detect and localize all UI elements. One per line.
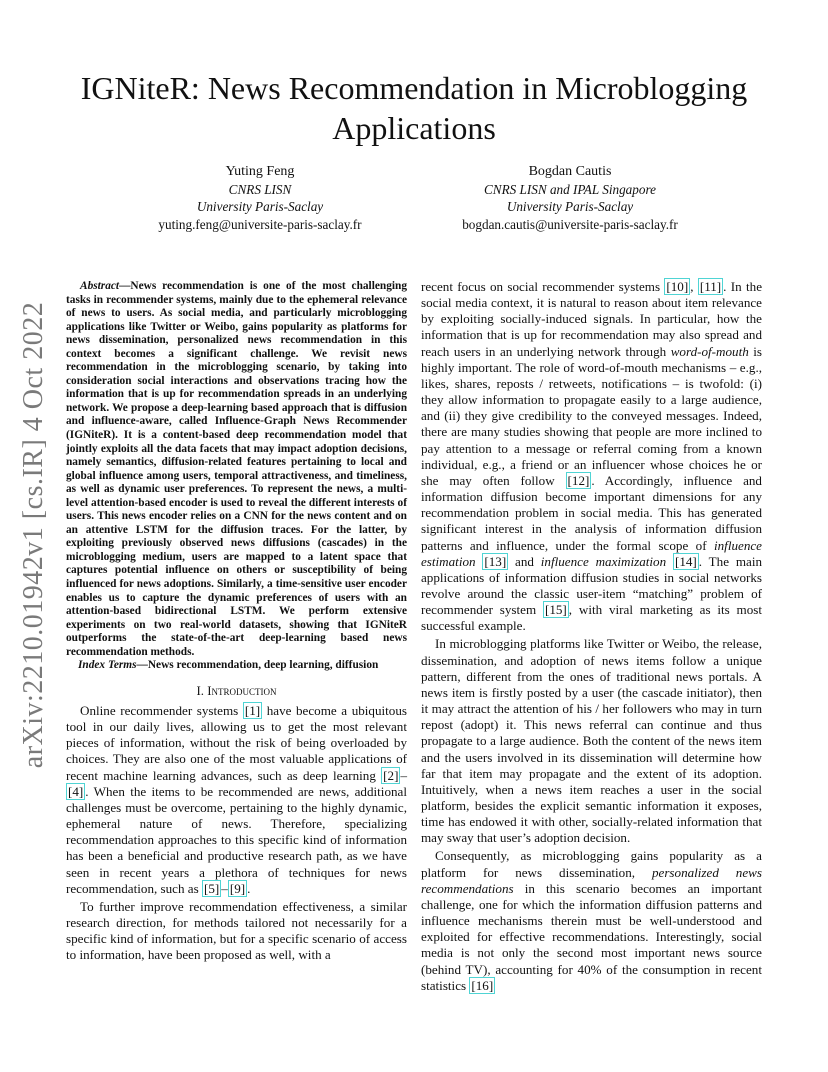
author-name: Bogdan Cautis — [528, 164, 612, 179]
citation-link[interactable]: [5] — [204, 880, 220, 896]
author-affiliation: CNRS LISN and IPAL Singapore — [484, 181, 656, 197]
citation-link[interactable]: [11] — [699, 279, 722, 294]
author-affiliation: University Paris-Saclay — [196, 199, 324, 214]
author-email: bogdan.cautis@universite-paris-saclay.fr — [462, 216, 678, 232]
intro-paragraph-1: Online recommender systems [1] have become a ubiquitous tool in our daily lives, allowing us to get the most relevant pieces of information, without the risk of being overloaded by choices. They are also one of the most valuable applications of recent machine learning advances, such as deep learning [2] –[4] . When the items to be recommended are news, additional challenges must be overcome, pertaining to the highly dynamic, ephemeral nature of news. Therefore, specializing recommendation approaches to this specific kind of information has been a beneficial and productive research path, as we have seen in recent years a plethora of techniques for news recommendation, such as [5] – [9] . — [66, 703, 407, 896]
right-paragraph-2: In microblogging platforms like Twitter or Weibo, the release, dissemination, and adoption of news items follow a unique pattern, different from the ones of traditional news portals. A news item is firstly posted by a user (the cascade initiator), then it may attract the attention of his / her followers who may in turn repost (adopt) it. This news referral can continue and thus propagate to a large audience. Both the content of the news item and the users involved in its dissemination will determine how far that item may propagate and the extent of its adoption. Intuitively, when a news item reaches a user in the social platform, besides the explicit semantic information it exposes, time has endowed it with other, socially-related information that may sway that user’s adoption decision. — [421, 636, 762, 846]
abstract-label: Abstract — [80, 280, 120, 292]
citation-link[interactable]: [1] — [244, 703, 261, 719]
right-column — [421, 279, 762, 994]
author-block-1 — [110, 163, 410, 233]
index-terms-label: Index Terms — [78, 659, 137, 672]
citation-link[interactable]: [10] — [666, 279, 689, 294]
right-paragraph-1: recent focus on social recommender systems [10] , [11] . In the social media context, it is natural to reason about item relevance by exploiting socially-induced signals. In particular, how the information that is up for recommendation may also spread and reach users in an underlying network through word-of-mouth is highly important. The role of word-of-mouth mechanisms – e.g., likes, shares, reposts / retweets, notifications – is twofold: (i) they allow information to propagate easily to a large audience, and (ii) they give credibility to the conveyed messages. Indeed, there are many studies showing that people are more inclined to pay attention to a message or referral coming from a known individual, e.g., a friend or an influencer whose choices he or she may often follow [12] . Accordingly, influence and information diffusion become important dimensions for any recommendation problem in social media. This has generated significant interest in the analysis of information diffusion patterns and influence, under the formal scope of influence estimation [13] and influence maximization [14] . The main applications of information diffusion studies in social networks revolve around the classic user-item “matching” problem of recommender system [15] , with viral marketing as its most successful example. — [421, 279, 763, 634]
citation-link[interactable]: [13] — [484, 553, 507, 569]
citation-link[interactable]: [14] — [674, 553, 697, 569]
index-terms-text: —News recommendation, deep learning, diffusion — [136, 659, 379, 672]
left-column — [66, 280, 407, 964]
citation-link[interactable]: [4] — [68, 783, 84, 799]
author-affiliation: University Paris-Saclay — [506, 199, 634, 214]
citation-link[interactable]: [9] — [229, 880, 246, 896]
right-paragraph-3: Consequently, as microblogging gains popularity as a platform for news dissemination, personalized news recommendations in this scenario becomes an important challenge, one for which the information diffusion patterns and influence mechanisms therein must be well-understood and exploited for effective recommendations. Interestingly, social media is not only the second most important news source (behind TV), accounting for 40% of the consumption in recent statistics [16] — [421, 848, 762, 993]
index-terms — [66, 659, 407, 673]
citation-link[interactable]: [15] — [544, 602, 567, 618]
section-heading: I. Introduction — [196, 683, 277, 698]
author-email: yuting.feng@universite-paris-saclay.fr — [158, 216, 362, 232]
abstract — [66, 280, 407, 659]
author-block-2 — [420, 163, 720, 233]
arxiv-identifier — [10, 300, 58, 770]
paper-title: IGNiteR: News Recommendation in Microblogging Applications — [80, 70, 748, 146]
citation-link[interactable]: [12] — [567, 472, 590, 488]
citation-link[interactable]: [16] — [471, 977, 494, 993]
citation-link[interactable]: [2] — [383, 767, 399, 783]
author-name: Yuting Feng — [225, 164, 295, 179]
arxiv-id-text: arXiv:2210.01942v1 [cs.IR] 4 Oct 2022 — [18, 301, 49, 769]
intro-paragraph-2: To further improve recommendation effectiveness, a similar research direction, for methods tailored not necessarily for a specific kind of information, but for a specific scenario of access to information, have been proposed as well, with a — [66, 898, 407, 963]
abstract-text: —News recommendation is one of the most challenging tasks in recommender systems, mainly due to the ephemeral relevance of news to users. As social media, and particularly microblogging applications like Twitter or Weibo, gains popularity as platforms for news dissemination, personalized news recommendation in this context becomes a significant challenge. We revisit news recommendation in the microblogging scenario, by taking into consideration social interactions and observations tracing how the information that is up for recommendation spreads in an underlying network. We propose a deep-learning based approach that is diffusion and influence-aware, called Influence-Graph News Recommender (IGNiteR). It is a content-based deep recommendation model that jointly exploits all the data facets that may impact adoption decisions, namely semantics, diffusion-related features pertaining to local and global influence among users, temporal attractiveness, and timeliness, as well as dynamic user preferences. To represent the news, a multi-level attention-based encoder is used to reveal the different interests of users. This news encoder relies on a CNN for the news content and on an attentive LSTM for the diffusion traces. For the latter, by exploiting previously observed news diffusions (cascades) in the microblogging medium, users are mapped to a latent space that captures potential influence on others or susceptibility of being influenced for news adoptions. Similarly, a time-sensitive user encoder enables us to capture the dynamic preferences of users with an attention-based bidirectional LSTM. We perform extensive experiments on two real-world datasets, showing that IGNiteR outperforms the state-of-the-art deep-learning based news recommendation methods. — [66, 280, 407, 658]
author-affiliation: CNRS LISN — [228, 181, 292, 197]
